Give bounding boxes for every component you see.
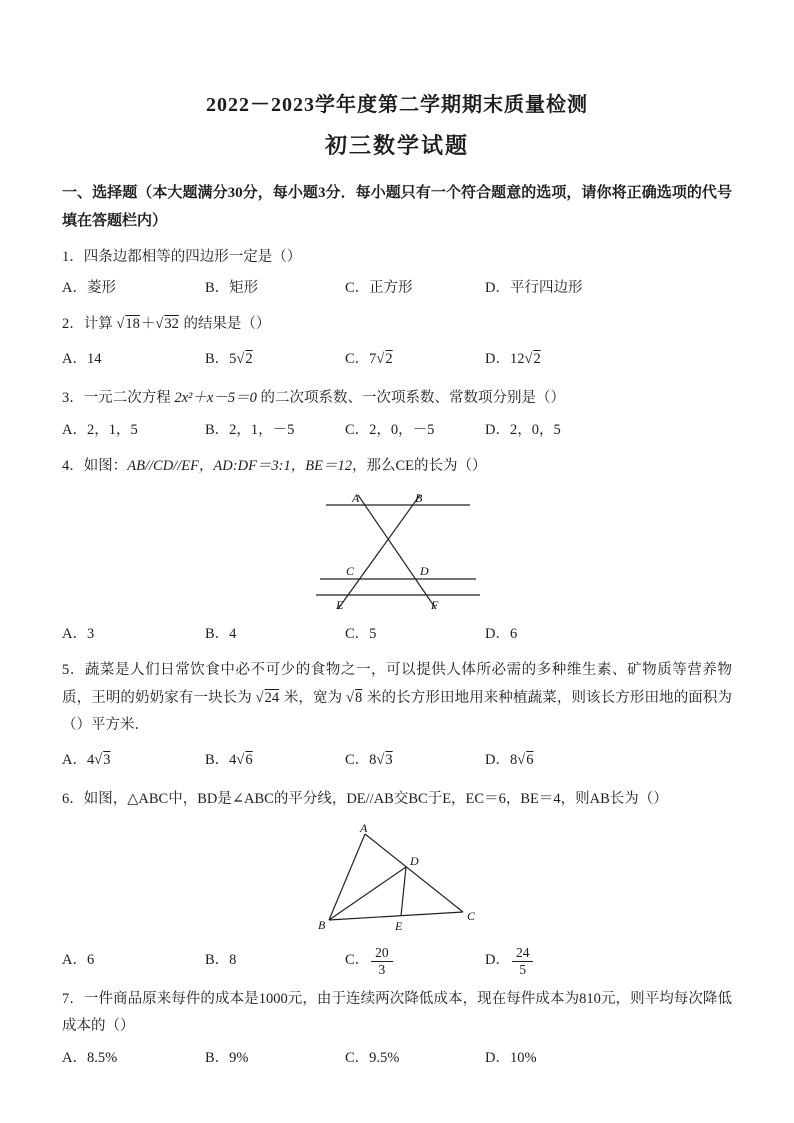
- q6-stem: 6．如图，△ABC中，BD是∠ABC的平分线，DE//AB交BC于E，EC＝6，BE＝4，则AB长为（）: [62, 791, 668, 808]
- fraction-numerator: 20: [371, 945, 393, 962]
- question-6: [62, 786, 732, 978]
- q4-options: [62, 619, 732, 649]
- radicand: 2: [385, 351, 393, 368]
- sqrt-expression: [236, 351, 253, 367]
- q5-options: [62, 742, 732, 778]
- option-text: B．5: [205, 351, 237, 368]
- q5-option-a: [62, 742, 205, 778]
- label-A: A: [352, 490, 360, 505]
- q3-stem-pre: 3．一元二次方程: [62, 390, 175, 407]
- sqrt-expression: [236, 752, 253, 768]
- q7-option-d: D．10%: [485, 1050, 537, 1067]
- sqrt-expression: [116, 316, 140, 332]
- radical-icon: √: [155, 316, 164, 333]
- q2-stem-post: 的结果是（）: [179, 316, 271, 333]
- q6-option-a: A．6: [62, 951, 95, 968]
- q5-stem-pre: 5．蔬菜是人们日常饮食中必不可少的食物之一，可以提供人体所必需的多种维生素、矿物质等营养物质，王明的奶奶家有一块长为: [62, 662, 732, 706]
- q2-option-a: A．14: [62, 351, 102, 368]
- q1-stem: 1．四条边都相等的四边形一定是（）: [62, 248, 302, 265]
- question-1: [62, 244, 732, 304]
- radicand: 18: [125, 316, 140, 333]
- section-heading: 一、选择题（本大题满分30分，每小题3分．每小题只有一个符合题意的选项，请你将正确选项的代号填在答题栏内）: [62, 185, 732, 229]
- q5-option-b: [205, 742, 345, 778]
- q5-stem: [62, 657, 732, 740]
- fraction-numerator: 24: [512, 945, 534, 962]
- q2-option-d: [485, 341, 732, 377]
- sqrt-expression: [524, 351, 541, 367]
- label-F: F: [431, 597, 439, 612]
- q6-option-d: [485, 942, 732, 978]
- radical-icon: √: [94, 751, 103, 768]
- option-text: B．4: [205, 751, 237, 768]
- label-A: A: [360, 823, 368, 835]
- q5-option-d: [485, 742, 732, 778]
- sqrt-expression: [376, 351, 393, 367]
- radicand: 6: [526, 751, 534, 768]
- q1-option-a: A．菱形: [62, 280, 116, 297]
- q7-option-c: C．9.5%: [345, 1050, 400, 1067]
- q4-math: AB//CD//EF，AD:DF＝3:1，BE＝12: [127, 458, 352, 475]
- sqrt-expression: [376, 752, 393, 768]
- q4-stem-post: ，那么CE的长为（）: [351, 458, 487, 475]
- q3-option-c: C．2，0，－5: [345, 421, 435, 438]
- q1-option-c: C．正方形: [345, 280, 413, 297]
- radical-icon: √: [236, 351, 245, 368]
- label-E: E: [336, 597, 344, 612]
- q1-option-d: D．平行四边形: [485, 280, 583, 297]
- sqrt-expression: [256, 690, 280, 706]
- q3-options: [62, 415, 732, 445]
- plus-sign: ＋: [140, 316, 156, 333]
- label-B: B: [318, 917, 326, 932]
- q4-option-c: C．5: [345, 625, 377, 642]
- option-text: D．12: [485, 351, 525, 368]
- radical-icon: √: [236, 751, 245, 768]
- q3-equation: 2x²＋x－5＝0: [174, 390, 257, 407]
- q6-options: [62, 942, 732, 978]
- q1-options: [62, 273, 732, 303]
- q3-option-b: B．2，1，－5: [205, 421, 295, 438]
- q4-stem: [62, 453, 732, 481]
- fraction: [371, 945, 393, 977]
- q7-options: [62, 1043, 732, 1073]
- sqrt-expression: [346, 690, 363, 706]
- sqrt-expression: [94, 752, 111, 768]
- radical-icon: √: [376, 751, 385, 768]
- q2-option-b: [205, 341, 345, 377]
- q5-option-c: [345, 742, 485, 778]
- option-text: C．: [345, 951, 370, 968]
- q6-option-c: [345, 942, 485, 978]
- q2-options: [62, 341, 732, 377]
- sqrt-expression: [517, 752, 534, 768]
- triangle-diagram: [315, 824, 479, 938]
- q1-option-b: B．矩形: [205, 280, 259, 297]
- q6-figure: [62, 824, 732, 938]
- label-C: C: [346, 563, 355, 578]
- page-title: 2022－2023学年度第二学期期末质量检测: [206, 94, 588, 116]
- option-text: D．8: [485, 751, 518, 768]
- paper-subtitle: 初三数学试题: [324, 133, 469, 158]
- q4-option-b: B．4: [205, 625, 237, 642]
- radical-icon: √: [116, 316, 125, 333]
- q3-option-a: A．2，1，5: [62, 421, 138, 438]
- radicand: 32: [164, 316, 179, 333]
- option-text: C．7: [345, 351, 377, 368]
- q4-stem-pre: 4．如图：: [62, 458, 128, 475]
- radicand: 2: [245, 351, 253, 368]
- q7-option-a: A．8.5%: [62, 1050, 118, 1067]
- q3-stem-post: 的二次项系数、一次项系数、常数项分别是（）: [256, 390, 565, 407]
- q3-stem: [62, 385, 732, 413]
- option-text: C．8: [345, 751, 377, 768]
- q4-option-a: A．3: [62, 625, 95, 642]
- q2-stem: [62, 311, 732, 339]
- question-4: [62, 453, 732, 649]
- question-3: [62, 385, 732, 445]
- q4-option-d: D．6: [485, 625, 518, 642]
- radical-icon: √: [346, 689, 354, 706]
- question-2: [62, 311, 732, 377]
- radicand: 3: [385, 751, 393, 768]
- radical-icon: √: [524, 351, 533, 368]
- fraction-denominator: 5: [519, 961, 527, 977]
- radicand: 24: [264, 689, 280, 706]
- label-D: D: [420, 563, 429, 578]
- question-7: [62, 986, 732, 1074]
- radicand: 8: [354, 689, 363, 706]
- q5-stem-mid: 米，宽为: [280, 689, 346, 706]
- option-text: D．: [485, 951, 510, 968]
- q2-stem-pre: 2．计算: [62, 316, 117, 333]
- parallel-lines-diagram: [308, 491, 486, 615]
- q3-option-d: D．2，0，5: [485, 421, 561, 438]
- label-E: E: [395, 918, 403, 933]
- radicand: 3: [103, 751, 111, 768]
- sqrt-expression: [155, 316, 179, 332]
- radical-icon: √: [376, 351, 385, 368]
- option-text: A．4: [62, 751, 95, 768]
- label-B: B: [415, 490, 423, 505]
- radicand: 2: [533, 351, 541, 368]
- q5-stem-post: 米的长方形田地用来种植蔬菜，则该长方形田地的面积为（）平方米．: [62, 689, 733, 734]
- fraction-denominator: 3: [378, 961, 386, 977]
- question-5: [62, 657, 732, 778]
- q6-option-b: B．8: [205, 951, 237, 968]
- q2-option-c: [345, 341, 485, 377]
- label-C: C: [467, 908, 476, 923]
- q7-option-b: B．9%: [205, 1050, 249, 1067]
- q7-stem: 7．一件商品原来每件的成本是1000元，由于连续两次降低成本，现在每件成本为810元，则平均每次降低成本的（）: [62, 990, 732, 1035]
- fraction: [512, 945, 534, 977]
- radicand: 6: [245, 751, 253, 768]
- radical-icon: √: [255, 689, 264, 706]
- label-D: D: [410, 853, 419, 868]
- q4-figure: [62, 491, 732, 615]
- radical-icon: √: [517, 751, 526, 768]
